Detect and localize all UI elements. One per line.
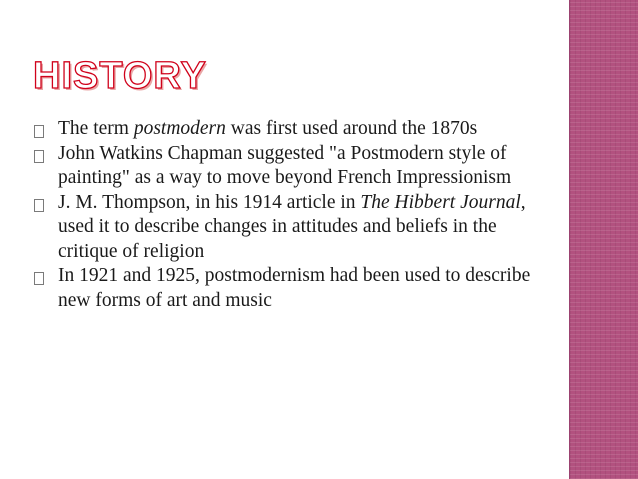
square-bullet-icon: [34, 125, 44, 138]
bullet-item: [32, 142, 532, 191]
bullet-text-segment: was first used around the 1870s: [225, 118, 478, 139]
square-bullet-icon: [34, 150, 44, 163]
square-bullet-icon: [34, 199, 44, 212]
bullet-text-segment: John Watkins Chapman suggested "a Postmodern style of painting" as a way to move beyond French Impressionism: [58, 142, 512, 188]
bullet-text-italic: postmodern: [133, 118, 226, 139]
bullet-item: [32, 117, 532, 142]
bullet-text-segment: , used it to describe changes in attitudes and beliefs in the critique of religion: [58, 191, 526, 262]
bullet-item: [32, 191, 532, 265]
bullet-text: [58, 191, 532, 265]
slide-title: HISTORY: [33, 55, 207, 97]
decorative-side-band: [569, 0, 638, 479]
bullet-text: [58, 142, 532, 191]
bullet-item: [32, 264, 532, 313]
bullet-text-italic: The Hibbert Journal: [360, 191, 521, 213]
bullet-text: [58, 117, 532, 142]
bullet-text: [58, 264, 532, 313]
bullet-text-segment: J. M. Thompson, in his 1914 article in: [58, 191, 361, 213]
square-bullet-icon: [34, 272, 44, 285]
bullet-text-segment: In 1921 and 1925, postmodernism had been used to describe new forms of art and music: [58, 265, 531, 311]
bullet-list: [32, 117, 532, 313]
bullet-text-segment: The term: [58, 118, 134, 139]
